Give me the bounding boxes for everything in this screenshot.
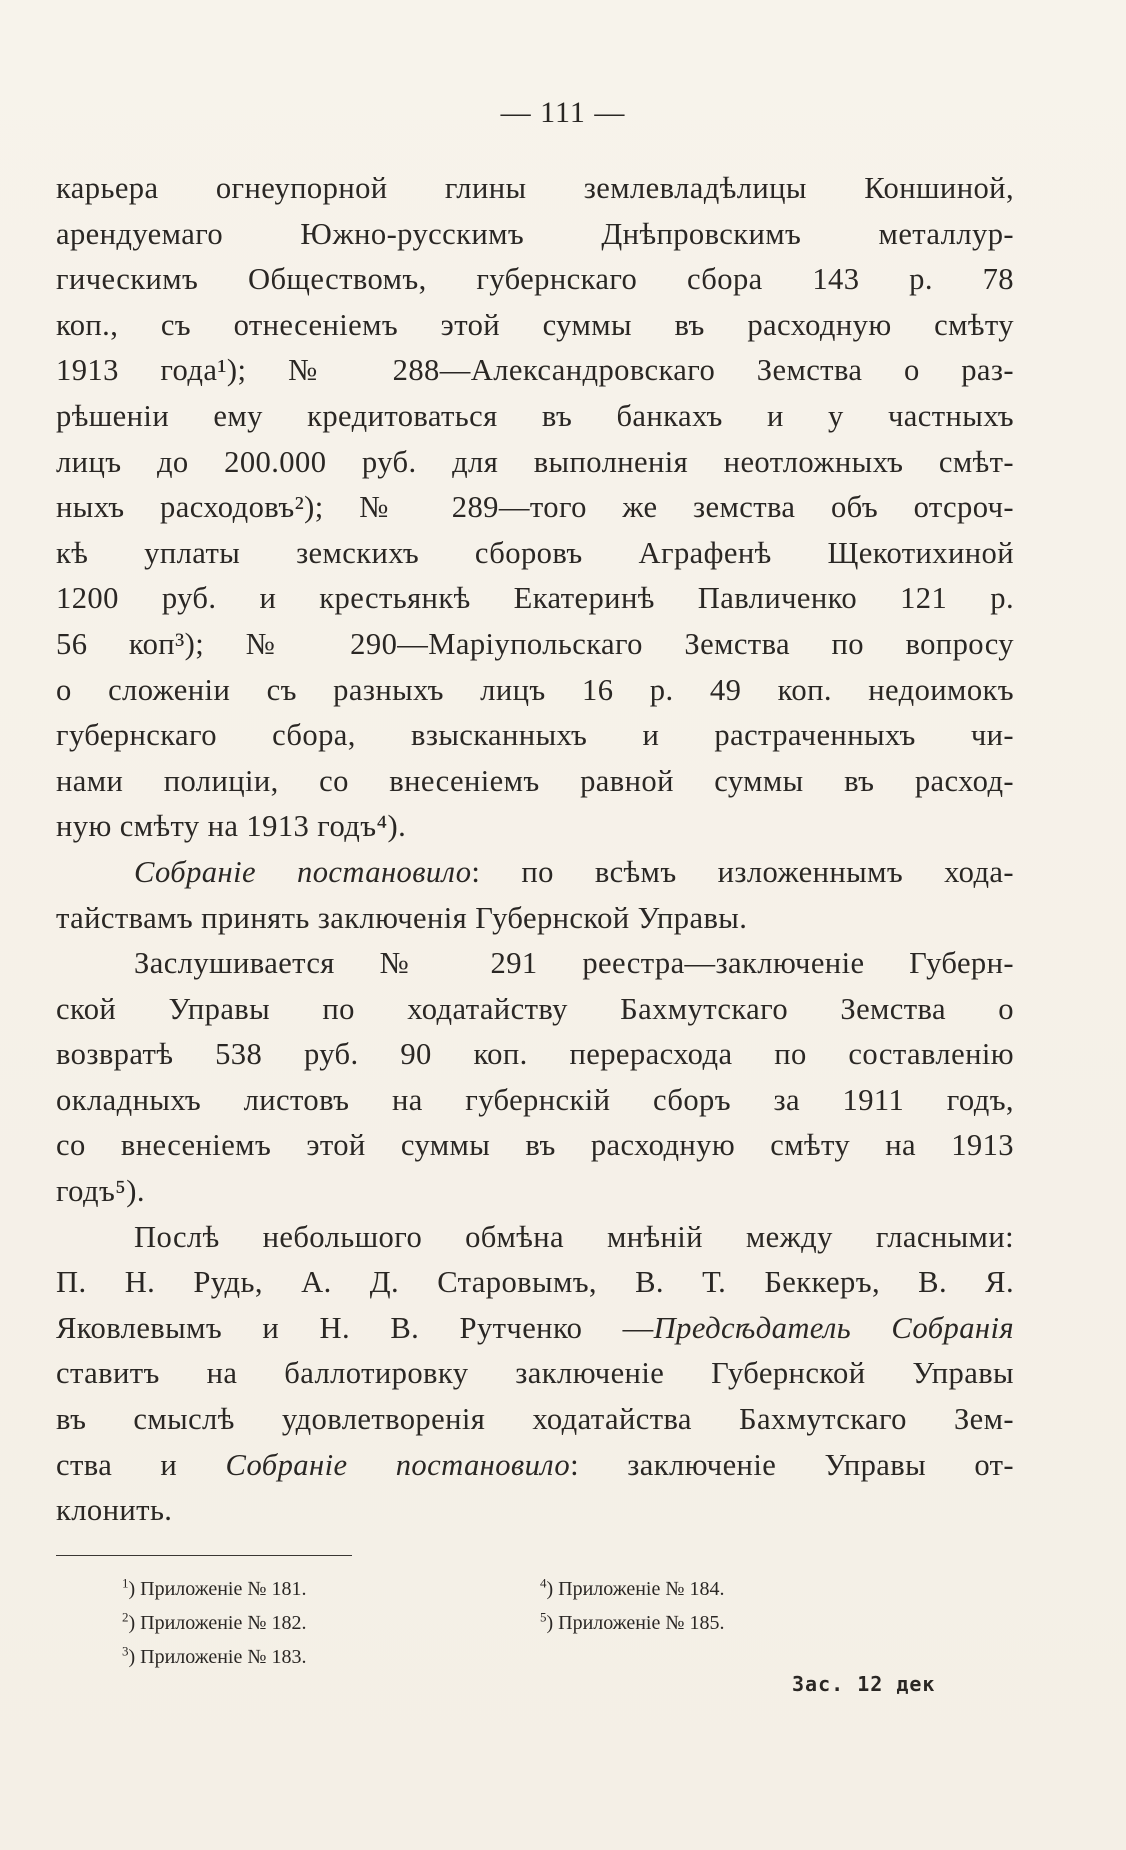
footnote-mark: 2: [122, 1609, 129, 1625]
text-line: возвратѣ 538 руб. 90 коп. перерасхода по составленію: [56, 1037, 1014, 1072]
footnote-mark: 3: [122, 1643, 129, 1659]
text-line: 1913 года¹); № 288—Александровскаго Земства о раз-: [56, 353, 1014, 388]
text-line: ставитъ на баллотировку заключеніе Губернской Управы: [56, 1356, 1014, 1391]
text-line: лицъ до 200.000 руб. для выполненія неотложныхъ смѣт-: [56, 444, 1014, 479]
text-line: ную смѣту на 1913 годъ⁴).: [56, 809, 407, 844]
footnote-mark: 4: [540, 1575, 547, 1591]
footnote-text: ) Приложеніе № 183.: [128, 1646, 307, 1668]
text-line: въ смыслѣ удовлетворенія ходатайства Бахмутскаго Зем-: [56, 1402, 1014, 1437]
footnote-text: ) Приложеніе № 181.: [128, 1578, 307, 1600]
text-line: ской Управы по ходатайству Бахмутскаго Земства о: [56, 991, 1014, 1026]
footnote: [122, 1606, 306, 1640]
footnote: [540, 1572, 724, 1606]
footnotes-right: [540, 1572, 724, 1640]
resolution-text: : заключеніе Управы от-: [570, 1447, 1014, 1482]
text-line: клонить.: [56, 1493, 173, 1528]
text-line: нами полиціи, со внесеніемъ равной суммы въ расход-: [56, 763, 1014, 798]
text-line: П. Н. Рудь, А. Д. Старовымъ, В. Т. Беккеръ, В. Я.: [56, 1265, 1014, 1300]
footnote: [122, 1640, 306, 1674]
text-line: гическимъ Обществомъ, губернскаго сбора 143 р. 78: [56, 262, 1014, 297]
signature-line: Зас. 12 дек: [792, 1672, 936, 1696]
footnote: [540, 1606, 724, 1640]
text-line: коп., съ отнесеніемъ этой суммы въ расходную смѣту: [56, 307, 1014, 342]
text-line: Заслушивается № 291 реестра—заключеніе Губерн-: [134, 946, 1014, 981]
text-line: со внесеніемъ этой суммы въ расходную смѣту на 1913: [56, 1128, 1014, 1163]
text-line: годъ⁵).: [56, 1174, 145, 1209]
text-line: кѣ уплаты земскихъ сборовъ Аграфенѣ Щекотихиной: [56, 535, 1014, 570]
text-line: тайствамъ принять заключенія Губернской Управы.: [56, 900, 748, 935]
footnote-text: ) Приложеніе № 185.: [546, 1612, 725, 1634]
resolution-line: [56, 850, 1014, 896]
footnote-divider: [56, 1555, 352, 1556]
text-line: о сложеніи съ разныхъ лицъ 16 р. 49 коп. недоимокъ: [56, 672, 1014, 707]
text-line: 56 коп³); № 290—Маріупольскаго Земства по вопросу: [56, 626, 1014, 661]
text-fragment: Яковлевымъ и Н. В. Рутченко —: [56, 1310, 654, 1345]
footnote-mark: 5: [540, 1609, 547, 1625]
text-line: ныхъ расходовъ²); № 289—того же земства объ отсроч-: [56, 490, 1014, 525]
chairman-line: [56, 1306, 1014, 1352]
text-line: арендуемаго Южно-русскимъ Днѣпровскимъ металлур-: [56, 216, 1014, 251]
footnote-text: ) Приложеніе № 182.: [128, 1612, 307, 1634]
text-line: окладныхъ листовъ на губернскій сборъ за 1911 годъ,: [56, 1082, 1014, 1117]
text-line: Послѣ небольшого обмѣна мнѣній между гласными:: [134, 1219, 1014, 1254]
text-line: карьера огнеупорной глины землевладѣлицы Коншиной,: [56, 171, 1014, 205]
footnote-text: ) Приложеніе № 184.: [546, 1578, 725, 1600]
resolution-label: Собраніе постановило: [225, 1447, 571, 1482]
resolution-line: [56, 1443, 1014, 1489]
page-number: — 111 —: [500, 96, 626, 129]
text-fragment: ства и: [56, 1447, 178, 1482]
footnote-mark: 1: [122, 1575, 129, 1591]
text-line: рѣшеніи ему кредитоваться въ банкахъ и у частныхъ: [56, 398, 1014, 433]
resolution-label: Собраніе постановило: [134, 854, 472, 889]
text-line: 1200 руб. и крестьянкѣ Екатеринѣ Павличенко 121 р.: [56, 581, 1014, 616]
chairman-label: Предсѣдатель Собранія: [653, 1310, 1014, 1345]
text-line: губернскаго сбора, взысканныхъ и растраченныхъ чи-: [56, 718, 1014, 753]
footnotes-left: [122, 1572, 306, 1674]
footnote: [122, 1572, 306, 1606]
body-text: [56, 166, 1014, 1534]
resolution-text: : по всѣмъ изложеннымъ хода-: [471, 854, 1014, 889]
